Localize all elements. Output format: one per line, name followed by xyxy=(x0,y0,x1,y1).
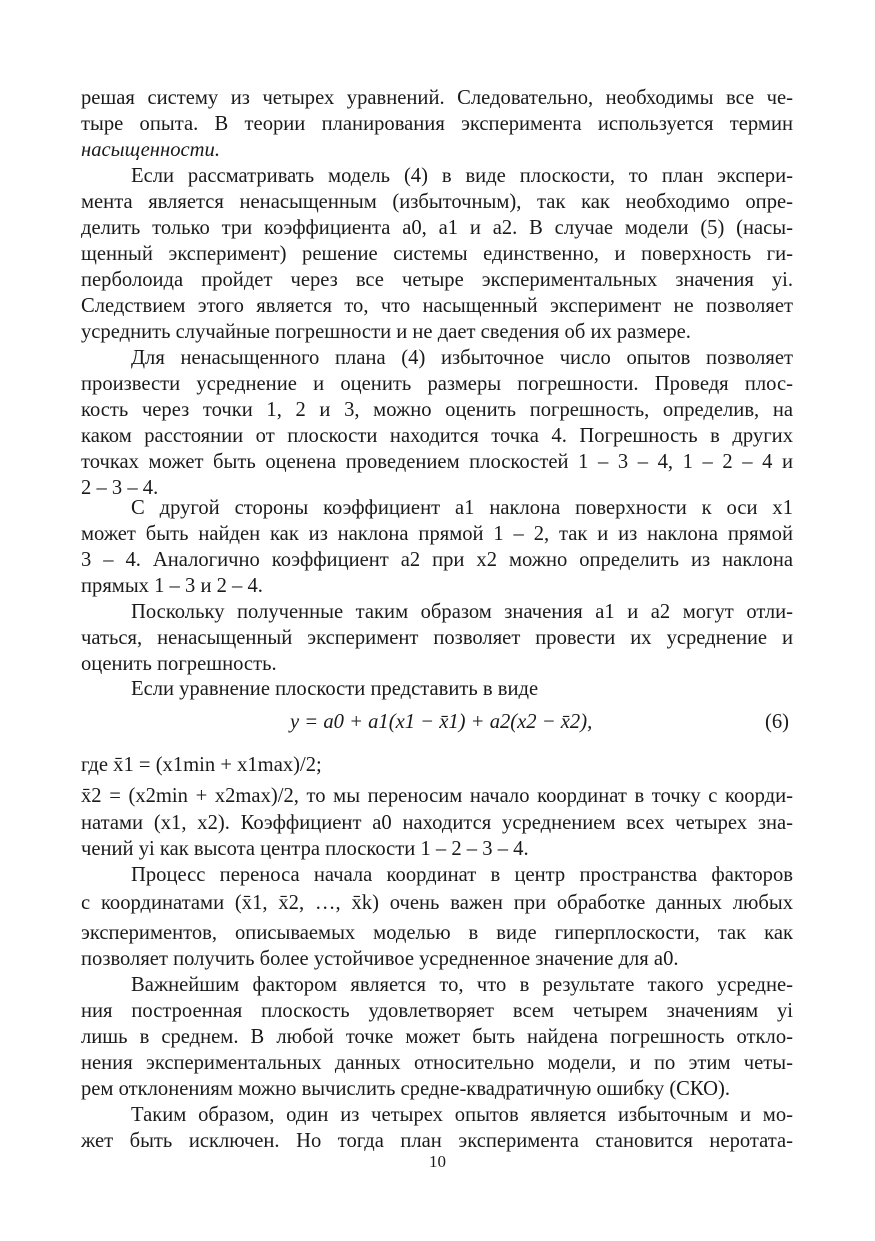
text-line: перболоида пройдет через все четыре экспериментальных значения yi. xyxy=(81,269,793,291)
text-line: экспериментов, описываемых моделью в виде гиперплоскости, так как xyxy=(81,922,793,944)
text-line: Для ненасыщенного плана (4) избыточное число опытов позволяет xyxy=(131,347,793,369)
text-line: мента является ненасыщенным (избыточным), так как необходимо опре- xyxy=(81,191,793,213)
text-line: С другой стороны коэффициент a1 наклона поверхности к оси x1 xyxy=(131,497,793,519)
text-line: x̄2 = (x2min + x2max)/2, то мы переносим начало координат в точку с коорди- xyxy=(81,785,793,807)
text-line: прямых 1 – 3 и 2 – 4. xyxy=(81,575,263,597)
text-line: оценить погрешность. xyxy=(81,653,277,675)
text-line: кость через точки 1, 2 и 3, можно оценить погрешность, определив, на xyxy=(81,399,793,421)
text-line: жет быть исключен. Но тогда план эксперимента становится неротата- xyxy=(81,1130,793,1152)
text-line: произвести усреднение и оценить размеры погрешности. Проведя плос- xyxy=(81,373,793,395)
text-line: может быть найден как из наклона прямой 1 – 2, так и из наклона прямой xyxy=(81,523,793,545)
text-line: делить только три коэффициента a0, a1 и a2. В случае модели (5) (насы- xyxy=(81,217,793,239)
text-line: решая систему из четырех уравнений. Следовательно, необходимы все че- xyxy=(81,87,793,109)
text-line: с координатами (x̄1, x̄2, …, x̄k) очень важен при обработке данных любых xyxy=(81,892,793,914)
text-line: 2 – 3 – 4. xyxy=(81,477,159,499)
text-line: насыщенности. xyxy=(81,139,220,161)
text-line: рем отклонениям можно вычислить средне-квадратичную ошибку (СКО). xyxy=(81,1078,731,1100)
text-line: Таким образом, один из четырех опытов является избыточным и мо- xyxy=(131,1104,793,1126)
text-line: Если уравнение плоскости представить в виде xyxy=(131,678,539,700)
text-line: Важнейшим фактором является то, что в результате такого усредне- xyxy=(131,974,793,996)
text-line: усреднить случайные погрешности и не дает сведения об их размере. xyxy=(81,321,691,343)
text-line: чаться, ненасыщенный эксперимент позволяет провести их усреднение и xyxy=(81,627,793,649)
text-line: Процесс переноса начала координат в центр пространства факторов xyxy=(131,864,793,886)
page-number: 10 xyxy=(429,1152,446,1171)
text-line: каком расстоянии от плоскости находится точка 4. Погрешность в других xyxy=(81,425,793,447)
text-line: Следствием этого является то, что насыщенный эксперимент не позволяет xyxy=(81,295,793,317)
text-line: 3 – 4. Аналогично коэффициент a2 при x2 можно определить из наклона xyxy=(81,549,793,571)
text-line: Если рассматривать модель (4) в виде плоскости, то план экспери- xyxy=(131,165,793,187)
text-line: натами (x1, x2). Коэффициент a0 находится усреднением всех четырех зна- xyxy=(81,812,793,834)
text-line: точках может быть оценена проведением плоскостей 1 – 3 – 4, 1 – 2 – 4 и xyxy=(81,451,793,473)
text-line: тыре опыта. В теории планирования эксперимента используется термин xyxy=(81,113,793,135)
equation-number: (6) xyxy=(765,711,790,733)
equation: y = a0 + a1(x1 − x̄1) + a2(x2 − x̄2), xyxy=(290,711,593,733)
text-line: Поскольку полученные таким образом значения a1 и a2 могут отли- xyxy=(131,601,793,623)
text-line: ния построенная плоскость удовлетворяет всем четырем значениям yi xyxy=(81,1000,793,1022)
text-line: лишь в среднем. В любой точке может быть найдена погрешность откло- xyxy=(81,1026,793,1048)
text-line: нения экспериментальных данных относительно модели, и по этим четы- xyxy=(81,1052,793,1074)
text-line: чений yi как высота центра плоскости 1 – 2 – 3 – 4. xyxy=(81,838,529,860)
text-line: щенный эксперимент) решение системы единственно, и поверхность ги- xyxy=(81,243,793,265)
text-line: позволяет получить более устойчивое усредненное значение для a0. xyxy=(81,948,679,970)
text-line: где x̄1 = (x1min + x1max)/2; xyxy=(81,754,322,776)
